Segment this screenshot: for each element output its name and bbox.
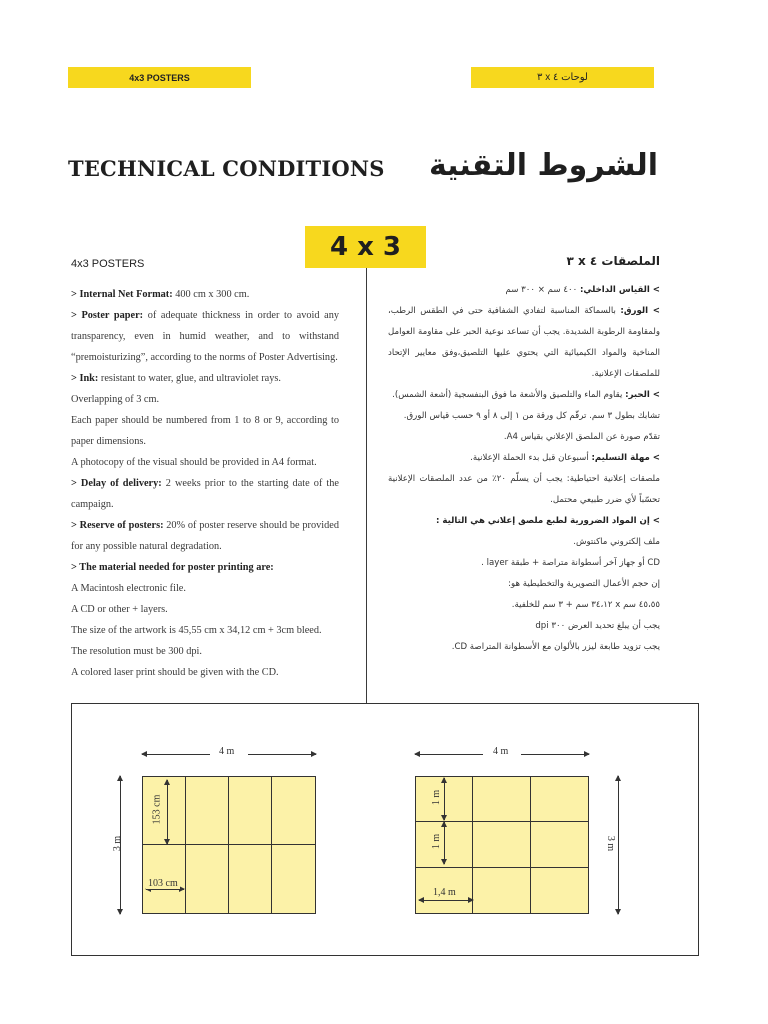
ar-paper-value: بالسماكة المناسبة لتفادي الشفافية حتى في الطقس الرطب، ولمقاومة الرطوبة الشديدة. يجب أن تساعد نوعية الحبر على مقاومة العوامل المناخية والمواد الكيميائية التي يحتوي عليها التلصيق،وفق معايير الإتحاد للملصقات الإعلانية.: [388, 306, 660, 379]
panel-cell: [473, 868, 530, 913]
right-width-arrow-left: [415, 754, 483, 755]
left-cell-height-arrow: [167, 780, 168, 844]
material-heading: [71, 557, 339, 578]
left-width-arrow-right: [248, 754, 316, 755]
panel-cell: [186, 845, 229, 913]
left-cell-height-label: 153 cm: [151, 794, 163, 825]
right-cell-width-label: 1,4 m: [433, 887, 456, 898]
section-title-arabic: الملصقات ٤ x ٣: [566, 254, 660, 268]
right-width-label: 4 m: [493, 746, 509, 757]
laser-print-text: A colored laser print should be given with the CD.: [71, 667, 279, 678]
ar-overlap-text: تشابك بطول ٣ سم. ترقّم كل ورقة من ١ إلى ٨ أو ٩ حسب قياس الورق.: [403, 411, 660, 421]
right-cell-height-label-2: 1 m: [431, 833, 443, 850]
poster-paper-label: > Poster paper:: [71, 310, 144, 321]
panel-cell: [531, 777, 588, 822]
ink: [71, 368, 339, 389]
panel-cell: [531, 822, 588, 867]
ar-cd-text: CD أو جهاز آخر أسطوانة متراصة + طبقة layer .: [481, 558, 660, 568]
right-cell-height-arrow-1: [444, 778, 445, 820]
ar-delivery: [388, 448, 660, 469]
ar-material-label: > إن المواد الضرورية لطبع ملصق إعلاني هي التالية :: [435, 516, 660, 526]
left-panel-grid: [142, 776, 316, 914]
numbered-text: Each paper should be numbered from 1 to 8 or 9, according to paper dimensions.: [71, 415, 339, 447]
cd-text: A CD or other + layers.: [71, 604, 168, 615]
size-badge: 4 x 3: [305, 226, 426, 268]
ar-ink-value: يقاوم الماء والتلصيق والأشعة ما فوق البنفسجية (أشعة الشمس).: [392, 390, 626, 400]
ar-photocopy-text: تقدّم صورة عن الملصق الإعلاني بقياس A4.: [503, 432, 660, 442]
panel-cell: [473, 777, 530, 822]
left-cell-width-arrow: [146, 889, 184, 890]
panel-cell: [229, 777, 272, 845]
ar-delivery-value: أسبوعان قبل بدء الحملة الإعلانية.: [470, 453, 592, 463]
internal-format: [71, 284, 339, 305]
ar-artwork-size: ٤٥،٥٥ سم x ٣٤،١٢ سم + ٣ سم للخلفية.: [511, 600, 660, 610]
ar-resolution-text: يجب أن يبلغ تحديد العرض ٣٠٠ dpi: [535, 621, 660, 631]
delivery-label: > Delay of delivery:: [71, 478, 162, 489]
internal-format-label: > Internal Net Format:: [71, 289, 173, 300]
ar-artwork-intro: إن حجم الأعمال التصويرية والتخطيطية هو:: [508, 579, 660, 589]
right-height-arrow: [618, 776, 619, 914]
mac-file-text: A Macintosh electronic file.: [71, 583, 186, 594]
page-title-arabic: الشروط التقنية: [428, 148, 658, 183]
overlap-text: Overlapping of 3 cm.: [71, 394, 160, 405]
reserve: [71, 515, 339, 557]
poster-paper-value: of adequate thickness in order to avoid any transparency, even in humid weather, and to withstand “premoisturizing”, according to the norms of Poster Advertising.: [71, 310, 339, 363]
delivery: [71, 473, 339, 515]
ar-laser-print-text: يجب تزويد طابعة ليزر بالألوان مع الأسطوانة المتراصة CD.: [451, 642, 660, 652]
right-cell-height-arrow-2: [444, 822, 445, 864]
left-height-label: 3 m: [112, 835, 124, 852]
left-width-arrow-left: [142, 754, 210, 755]
ar-reserve-text: ملصقات إعلانية احتياطية: يجب أن يسلّم ٢٠٪ من عدد الملصقات الإعلانية تحسّباً لأي ضرر طبيعي محتمل.: [388, 474, 660, 505]
panel-cell: [272, 777, 315, 845]
panel-cell: [473, 822, 530, 867]
column-divider: [366, 268, 367, 704]
internal-format-value: 400 cm x 300 cm.: [172, 289, 250, 300]
resolution-text: The resolution must be 300 dpi.: [71, 646, 202, 657]
poster-layout-diagrams: [71, 703, 699, 956]
english-column: [71, 258, 339, 683]
panel-cell: [272, 845, 315, 913]
ar-ink-label: > الحبر:: [625, 390, 660, 400]
artwork-size-text: The size of the artwork is 45,55 cm x 34,12 cm + 3cm bleed.: [71, 625, 322, 636]
right-width-arrow-right: [521, 754, 589, 755]
section-title-english: 4x3 POSTERS: [71, 258, 145, 270]
ar-ink: [388, 385, 660, 406]
poster-paper: [71, 305, 339, 368]
ar-paper: [388, 301, 660, 385]
ink-value: resistant to water, glue, and ultraviolet rays.: [98, 373, 281, 384]
delivery-value: 2 weeks prior to the starting date of the campaign.: [71, 478, 339, 510]
reserve-label: > Reserve of posters:: [71, 520, 164, 531]
ar-material-heading: [388, 511, 660, 532]
ar-internal-format: [388, 280, 660, 301]
right-cell-width-arrow: [419, 900, 473, 901]
right-height-label: 3 m: [605, 835, 617, 852]
page-title-english: TECHNICAL CONDITIONS: [68, 156, 385, 181]
arabic-column: [388, 254, 660, 658]
header-tag-arabic: لوحات ٤ x ٣: [471, 67, 654, 88]
panel-cell: [186, 777, 229, 845]
material-label: > The material needed for poster printing are:: [71, 562, 274, 573]
panel-cell: [229, 845, 272, 913]
left-width-label: 4 m: [219, 746, 235, 757]
header-tag-english: 4x3 POSTERS: [68, 67, 251, 88]
ar-paper-label: > الورق:: [620, 306, 661, 316]
ar-internal-value: ٤٠٠ سم × ٣٠٠ سم: [505, 285, 580, 295]
ink-label: > Ink:: [71, 373, 99, 384]
photocopy-text: A photocopy of the visual should be provided in A4 format.: [71, 457, 317, 468]
panel-cell: [143, 777, 186, 845]
right-cell-height-label-1: 1 m: [431, 789, 443, 806]
ar-mac-file-text: ملف إلكتروني ماكنتوش.: [573, 537, 660, 547]
ar-delivery-label: > مهلة التسليم:: [591, 453, 660, 463]
ar-internal-label: > القياس الداخلي:: [579, 285, 660, 295]
panel-cell: [531, 868, 588, 913]
reserve-value: 20% of poster reserve should be provided for any possible natural degradation.: [71, 520, 339, 552]
left-cell-width-label: 103 cm: [148, 878, 178, 889]
